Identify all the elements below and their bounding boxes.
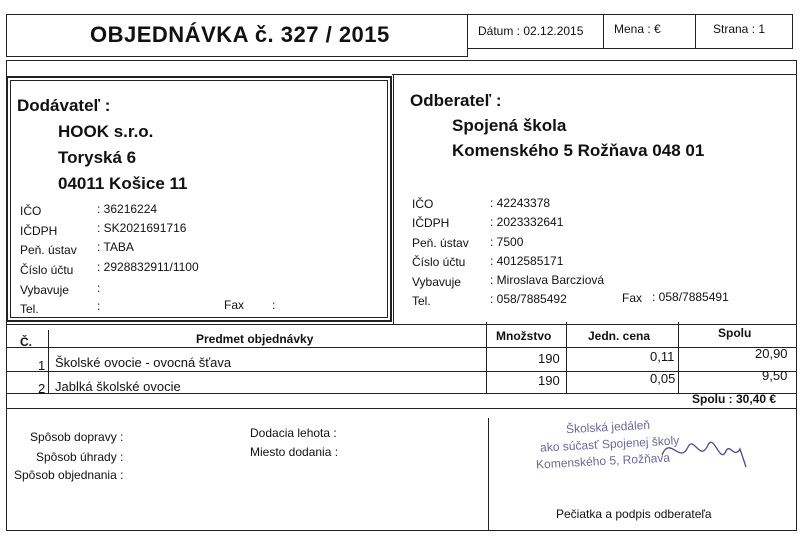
customer-ico-label: IČO [412, 197, 434, 211]
supplier-account-label: Číslo účtu [20, 263, 74, 277]
stamp-line-3: Komenského 5, Rožňava [535, 450, 671, 472]
supplier-contact-value: : [97, 281, 101, 295]
customer-account-value: : 4012585171 [490, 254, 564, 268]
row1-total: 20,90 [755, 346, 788, 361]
supplier-account-value: : 2928832911/1100 [97, 260, 199, 274]
customer-bank-value: : 7500 [490, 235, 524, 249]
col-header-no: Č. [20, 335, 32, 349]
col-divider-no [48, 330, 49, 394]
col-header-total: Spolu [718, 326, 752, 340]
customer-tel-value: : 058/7885492 [490, 292, 567, 306]
customer-contact-label: Vybavuje [412, 275, 461, 289]
row1-item: Školské ovocie - ovocná šťava [55, 355, 232, 370]
footer-divider [488, 418, 489, 530]
col-header-qty: Množstvo [496, 329, 552, 343]
customer-bank-label: Peň. ústav [412, 236, 469, 250]
row2-no: 2 [38, 381, 46, 396]
deadline-label: Dodacia lehota : [250, 426, 337, 440]
customer-tel-label: Tel. [412, 294, 431, 308]
payment-label: Spôsob úhrady : [36, 450, 124, 464]
order-sum: Spolu : 30,40 € [692, 392, 777, 406]
transport-label: Spôsob dopravy : [30, 430, 124, 444]
row2-price: 0,05 [650, 371, 676, 386]
customer-top-line [392, 74, 797, 75]
customer-fax-label: Fax [622, 291, 643, 305]
row1-price: 0,11 [650, 349, 675, 364]
col-divider-total [678, 322, 679, 394]
col-divider-qty [486, 322, 487, 394]
supplier-icdph-value: : SK2021691716 [97, 221, 187, 235]
supplier-fax-value: : [272, 298, 276, 312]
supplier-street: Toryská 6 [58, 148, 137, 167]
supplier-bank-label: Peň. ústav [20, 243, 77, 257]
col-divider-price [566, 322, 567, 394]
supplier-bank-value: : TABA [97, 240, 134, 254]
customer-contact-value: : Miroslava Barcziová [490, 273, 605, 287]
row2-item: Jablká školské ovocie [55, 379, 181, 394]
supplier-name: HOOK s.r.o. [58, 122, 154, 141]
page-title: OBJEDNÁVKA č. 327 / 2015 [90, 22, 390, 47]
ordering-label: Spôsob objednania : [14, 468, 124, 482]
customer-heading: Odberateľ : [410, 91, 502, 110]
supplier-tel-label: Tel. [20, 302, 39, 316]
col-header-price: Jedn. cena [588, 329, 651, 343]
table-sum-bottom [6, 408, 797, 409]
supplier-ico-label: IČO [20, 204, 42, 218]
supplier-city: 04011 Košice 11 [58, 174, 188, 193]
customer-account-label: Číslo účtu [412, 255, 466, 269]
supplier-icdph-label: IČDPH [20, 224, 58, 238]
supplier-heading: Dodávateľ : [17, 96, 111, 115]
signature-label: Pečiatka a podpis odberateľa [556, 507, 712, 521]
customer-icdph-value: : 2023332641 [490, 215, 564, 229]
page-number: Strana : 1 [713, 22, 766, 36]
supplier-contact-label: Vybavuje [20, 283, 69, 297]
customer-ico-value: : 42243378 [490, 196, 551, 210]
row2-total: 9,50 [762, 368, 788, 383]
signature-scribble [660, 425, 750, 475]
customer-icdph-label: IČDPH [412, 216, 450, 230]
stamp-line-2: ako súčasť Spojenej školy [539, 433, 680, 455]
col-header-item: Predmet objednávky [196, 332, 314, 346]
customer-name: Spojená škola [452, 116, 567, 135]
supplier-fax-label: Fax [224, 298, 245, 312]
row2-qty: 190 [538, 373, 560, 388]
supplier-tel-value: : [97, 299, 101, 313]
supplier-ico-value: : 36216224 [97, 202, 158, 216]
order-date: Dátum : 02.12.2015 [478, 24, 584, 38]
row1-qty: 190 [538, 351, 560, 366]
currency: Mena : € [614, 22, 661, 36]
row1-no: 1 [38, 358, 46, 373]
stamp-line-1: Školská jedáleň [565, 417, 651, 437]
customer-address: Komenského 5 Rožňava 048 01 [452, 141, 705, 160]
customer-fax-value: : 058/7885491 [652, 290, 729, 304]
delivery-place-label: Miesto dodania : [250, 445, 339, 459]
customer-divider [393, 74, 394, 324]
